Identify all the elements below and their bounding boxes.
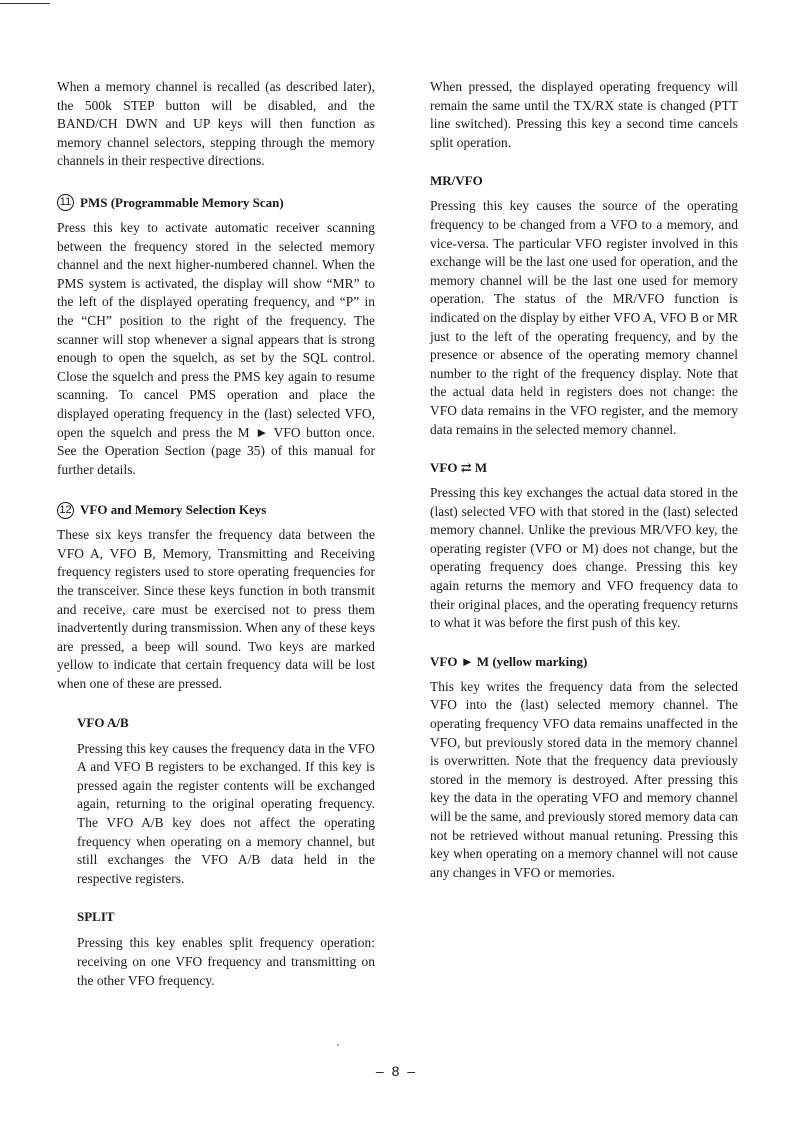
top-rule <box>0 3 50 4</box>
vfo-memory-title: VFO and Memory Selection Keys <box>80 502 267 518</box>
vfo-ab-section <box>77 714 375 991</box>
vfo-to-m-body: This key writes the frequency data from the selected VFO into the (last) selected memory channel. The operating frequency VFO data remains unaffected in the VFO, but previously stored data in the memory channel is overwritten. Note that the frequency data previously stored in the memory is destroyed. After pressing this key the data in the operating VFO and memory channel will be the same, and previously stored memory data can not be retrieved without manual retuning. Pressing this key when operating on a memory channel will not cause any changes in VFO or memories. <box>430 678 738 880</box>
mr-vfo-body: Pressing this key causes the source of the operating frequency to be changed from a VFO to a memory, and vice-versa. The particular VFO register involved in this exchange will be the last one used for operation, and the memory channel will be the last one used for memory operation. The status of the MR/VFO function is indicated on the display by either VFO A, VFO B or MR just to the left of the operating frequency, and by the presence or absence of the operating memory channel number to the right of the frequency display. Note that the actual data held in registers does not change: the VFO data remains in the VFO register, and the memory data remains in the selected memory channel. <box>430 198 738 437</box>
vfo-swap-m-title: VFO ⇄ M <box>430 460 488 476</box>
split-title: SPLIT <box>77 909 115 925</box>
left-column <box>57 78 375 990</box>
pms-heading <box>57 194 375 212</box>
section-number-12: 12 <box>57 502 74 519</box>
mr-vfo-title: MR/VFO <box>430 173 483 189</box>
split-continued: When pressed, the displayed operating frequency will remain the same until the TX/RX state is changed (PTT line switched). Pressing this key a second time cancels split operation. <box>430 79 738 150</box>
vfo-memory-heading <box>57 501 375 519</box>
section-number-11: 11 <box>57 194 74 211</box>
right-column <box>430 78 738 882</box>
split-body: Pressing this key enables split frequency operation: receiving on one VFO frequency and transmitting on the other VFO frequency. <box>77 935 375 988</box>
pms-body: Press this key to activate automatic receiver scanning between the frequency stored in the selected memory channel and the next higher-numbered channel. When the PMS system is activated, the display will show “MR” to the left of the displayed operating frequency, and “P” in the “CH” position to the right of the frequency. The scanner will stop whenever a signal appears that is strong enough to open the squelch, as set by the SQL control. Close the squelch and press the PMS key again to resume scanning. To cancel PMS operation and place the displayed operating frequency in the (last) selected VFO, open the squelch and press the M ► VFO button once. See the Operation Section (page 35) of this manual for further details. <box>57 219 375 477</box>
vfo-swap-m-body: Pressing this key exchanges the actual data stored in the (last) selected VFO with that stored in the (last) selected memory channel. Unlike the previous MR/VFO key, the operating register (VFO or M) does not change, but the operating frequency does change. Pressing this key again returns the memory and VFO frequency data to their original places, and the operating frequency returns to what it was before the first push of this key. <box>430 485 738 631</box>
intro-paragraph: When a memory channel is recalled (as described later), the 500k STEP button will be disabled, and the BAND/CH DWN and UP keys will then function as memory channel selectors, stepping through the memory channels in their respective directions. <box>57 79 375 169</box>
speck <box>337 1044 339 1046</box>
vfo-ab-title: VFO A/B <box>77 714 129 730</box>
vfo-to-m-title: VFO ► M (yellow marking) <box>430 653 588 669</box>
page-number: – 8 – <box>375 1063 418 1079</box>
vfo-ab-body: Pressing this key causes the frequency data in the VFO A and VFO B registers to be exchanged. If this key is pressed again the register contents will be exchanged again, returning to the original operating frequency. The VFO A/B key does not affect the operating frequency when operating on a memory channel, but still exchanges the VFO A/B data held in the respective registers. <box>77 740 375 886</box>
vfo-memory-body: These six keys transfer the frequency data between the VFO A, VFO B, Memory, Transmitting and Receiving frequency registers used to store operating frequencies for the transceiver. Since these keys function in both transmit and receive, care must be exercised not to press them inadvertently during transmission. When any of these keys are pressed, a beep will sound. Two keys are marked yellow to indicate that certain frequency data will be lost when one of these are pressed. <box>57 527 375 692</box>
pms-title: PMS (Programmable Memory Scan) <box>80 194 284 210</box>
